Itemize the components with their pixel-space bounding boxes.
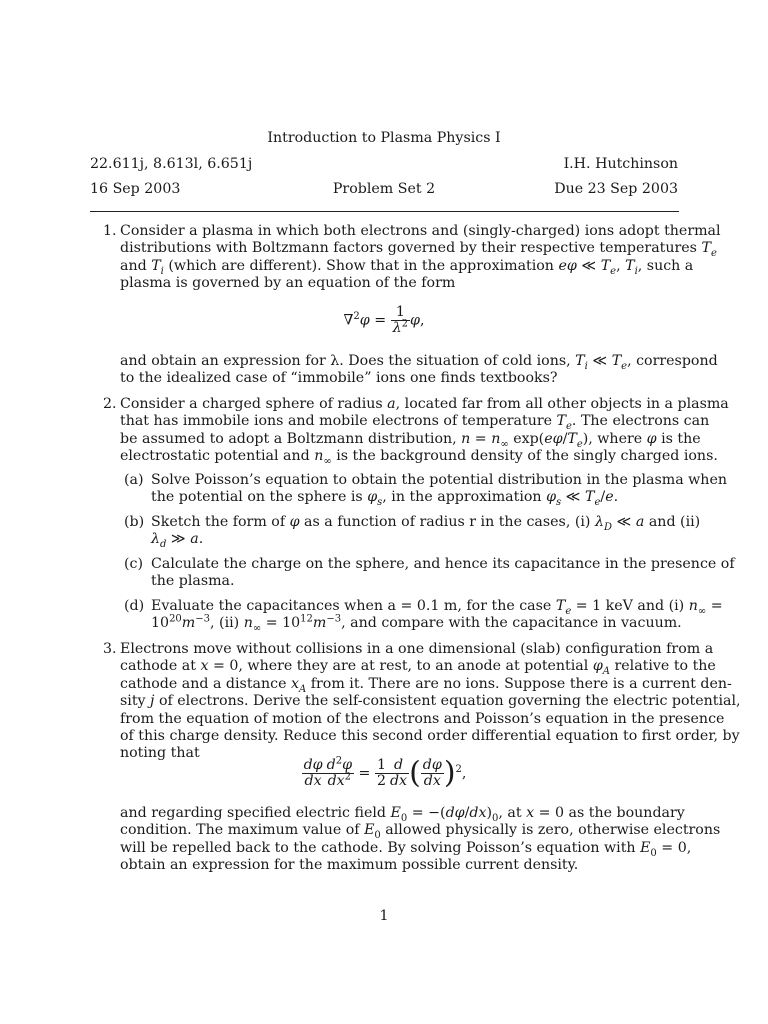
problem-1-equation: ∇$^2$φ = $\frac{1}{\lambda^2}$ φ, — [343, 304, 425, 336]
problem-2d-text: Evaluate the capacitances when a = 0.1 m, for the case $T_e = 1$ keV and (i) $n_\infty$ = $10^{20}m^{-3}$, (ii) $n_\infty = 10^{12}m^{-3}$, and compare with the capacitance in vacuum. — [151, 598, 723, 635]
course-numbers: 22.611j, 8.613l, 6.651j — [90, 156, 253, 172]
problem-2b-label: (b) — [124, 514, 145, 530]
problem-1-number: 1. — [103, 223, 117, 239]
problem-2a-text: Solve Poisson’s equation to obtain the potential distribution in the plasma when the potential on the sphere is $\varphi_s$, in the approximation $\varphi_s$ ≪ $T_e/e$. — [151, 472, 727, 509]
problem-3-equation: $\frac{d\varphi}{dx}$ $\frac{d^2\varphi}{dx^2}$ = $\frac{1}{2}$ $\frac{d}{dx}$ ( $\frac{d\varphi}{dx}$ )$^2$, — [303, 755, 467, 791]
page-number: 1 — [379, 908, 389, 924]
header-rule — [90, 211, 679, 212]
problem-1-text: Consider a plasma in which both electrons and (singly-charged) ions adopt thermal distributions with Boltzmann factors governed by their respective temperatures $T_e$ and $T_i$ (which are different). Show that in the approximation eφ ≪ $T_e$, $T_i$, such a plasma is governed by an equation of the form — [120, 223, 721, 292]
problem-2b-text: Sketch the form of φ as a function of radius r in the cases, (i) $\lambda_D$ ≪ a and (ii) $\lambda_d$ ≫ a. — [151, 514, 701, 551]
document-title: Introduction to Plasma Physics I — [267, 130, 501, 146]
problem-1-closing: and obtain an expression for λ. Does the situation of cold ions, $T_i$ ≪ $T_e$, correspond to the idealized case of “immobile” ions one finds textbooks? — [120, 353, 718, 387]
problem-2c-text: Calculate the charge on the sphere, and hence its capacitance in the presence of the plasma. — [151, 556, 735, 590]
author: I.H. Hutchinson — [563, 156, 678, 172]
problem-set-label: Problem Set 2 — [332, 181, 436, 197]
problem-2c-label: (c) — [124, 556, 144, 572]
problem-2a-label: (a) — [124, 472, 144, 488]
issue-date: 16 Sep 2003 — [90, 181, 181, 197]
problem-2-number: 2. — [103, 396, 117, 412]
problem-3-text: Electrons move without collisions in a one dimensional (slab) configuration from a cathode at x = 0, where they are at rest, to an anode at potential $\varphi_A$ relative to the cathode and a distance $x_A$ from it. There are no ions. Suppose there is a current den- sity j of electrons. Derive the self-consistent equation governing the electric potential, from the equation of motion of the electrons and Poisson’s equation in the presence of this charge density. Reduce this second order differential equation to first order, by noting that — [120, 641, 741, 762]
problem-3-number: 3. — [103, 641, 117, 657]
problem-2-text: Consider a charged sphere of radius a, located far from all other objects in a plasma that has immobile ions and mobile electrons of temperature $T_e$. The electrons can be assumed to adopt a Boltzmann distribution, $n = n_\infty$ $\exp(e\varphi/T_e)$, where φ is the electrostatic potential and $n_\infty$ is the background density of the singly charged ions. — [120, 396, 729, 468]
problem-2d-label: (d) — [124, 598, 145, 614]
problem-3-closing: and regarding specified electric field $E_0 = -(d\varphi/dx)_0$, at x = 0 as the boundary condition. The maximum value of $E_0$ allowed physically is zero, otherwise electrons will be repelled back to the cathode. By solving Poisson’s equation with $E_0 = 0$, obtain an expression for the maximum possible current density. — [120, 805, 721, 874]
due-date: Due 23 Sep 2003 — [554, 181, 678, 197]
